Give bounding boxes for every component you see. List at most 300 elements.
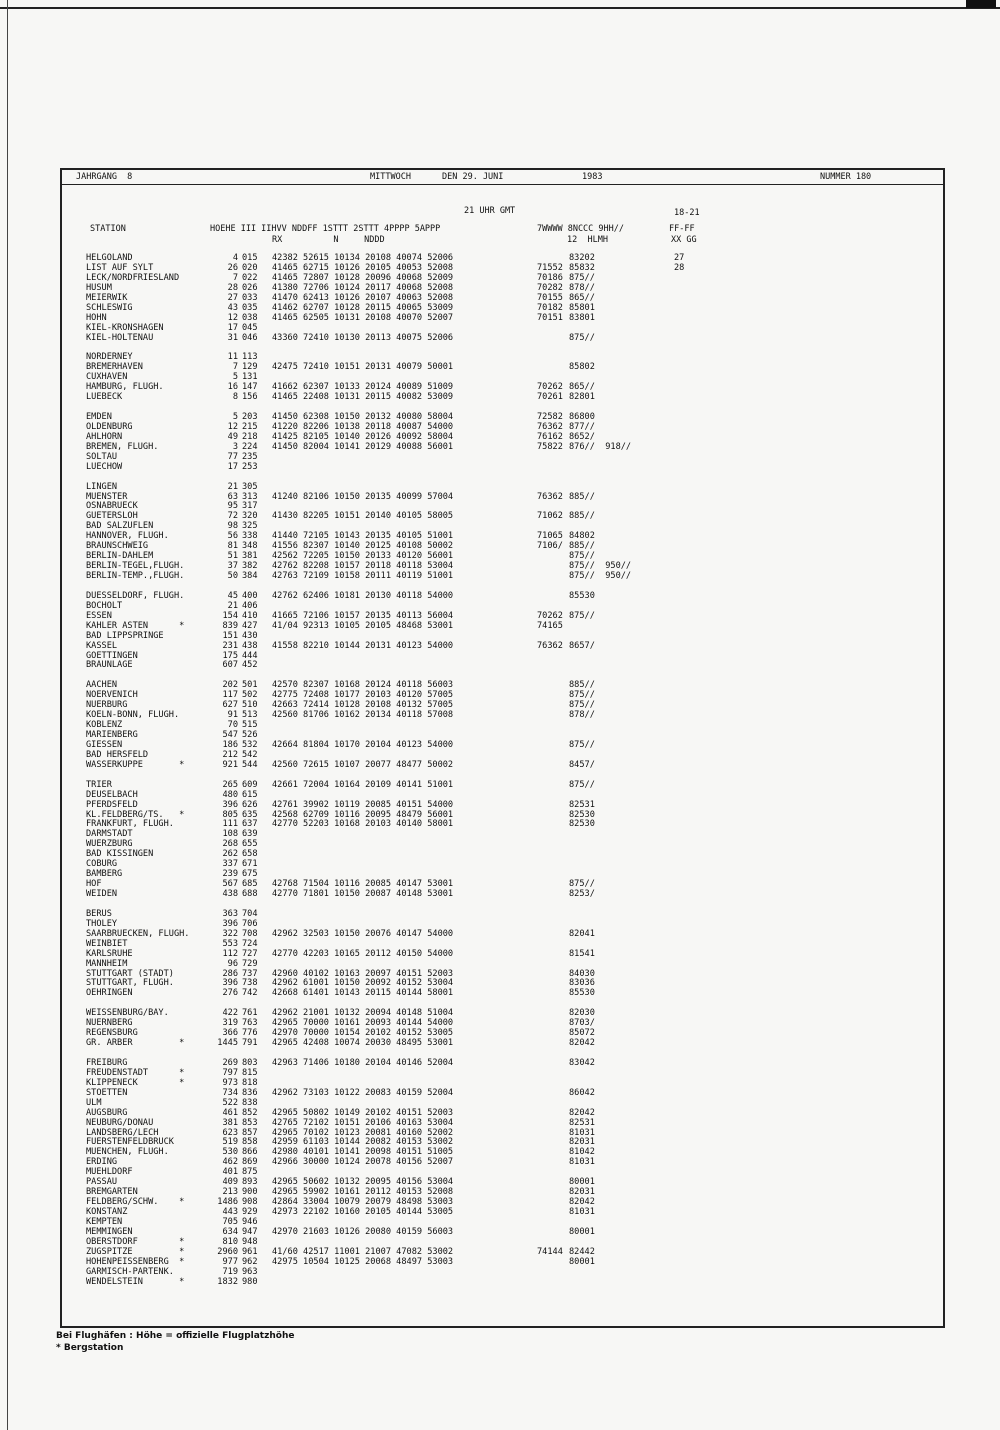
station-height: 623 — [222, 1127, 238, 1138]
station-height: 522 — [222, 1097, 238, 1108]
station-name: DARMSTADT — [86, 829, 133, 840]
station-height: 11 — [227, 352, 238, 363]
station-name: SAARBRUECKEN, FLUGH. — [86, 928, 190, 939]
station-row — [62, 433, 943, 443]
cloud-group: 8703/ — [569, 1018, 595, 1029]
scan-edge-left — [7, 0, 8, 1430]
station-height: 3 — [232, 441, 238, 452]
station-height: 381 — [222, 1117, 238, 1128]
synop-groups: 41/04 92313 10105 20105 48468 53001 — [272, 620, 454, 631]
codes-subheading: RX N NDDD — [272, 235, 385, 245]
station-index: 866 — [242, 1147, 258, 1158]
cloud-group: 878// — [569, 710, 595, 721]
synop-groups: 43360 72410 10130 20113 40075 52006 — [272, 332, 454, 343]
synop-groups: 42775 72408 10177 20103 40120 57005 — [272, 690, 454, 701]
station-name: STOETTEN — [86, 1087, 128, 1098]
station-index: 215 — [242, 421, 258, 432]
station-index: 869 — [242, 1157, 258, 1168]
cloud-group: 81031 — [569, 1127, 595, 1138]
synop-groups: 42562 72205 10150 20133 40120 56001 — [272, 551, 454, 562]
cloud-group: 86800 — [569, 412, 595, 422]
station-row — [62, 811, 943, 821]
station-height: 438 — [222, 889, 238, 899]
station-index: 382 — [242, 561, 258, 572]
group-spacer — [62, 671, 943, 681]
station-index: 727 — [242, 948, 258, 959]
station-index: 320 — [242, 511, 258, 522]
station-name: WEIDEN — [86, 889, 118, 899]
station-index: 836 — [242, 1087, 258, 1098]
station-row — [62, 284, 943, 294]
cloud-group: 875// — [569, 610, 595, 621]
station-name: CUXHAVEN — [86, 372, 128, 383]
synop-groups: 42963 71406 10180 20104 40146 52004 — [272, 1057, 454, 1068]
station-height: 319 — [222, 1018, 238, 1029]
station-height: 547 — [222, 730, 238, 740]
synop-groups: 42973 22102 10160 20105 40144 53005 — [272, 1207, 454, 1217]
station-height: 422 — [222, 1008, 238, 1019]
station-row — [62, 294, 943, 304]
weather-group: 70261 — [537, 392, 563, 403]
station-name: FREIBURG — [86, 1057, 128, 1068]
weather-group: 74165 — [537, 620, 563, 631]
weather-group: 76362 — [537, 491, 563, 502]
station-row — [62, 562, 943, 572]
station-height: 839 — [222, 620, 238, 631]
station-name: PASSAU — [86, 1177, 118, 1188]
station-index: 675 — [242, 869, 258, 880]
station-index: 626 — [242, 799, 258, 810]
station-height: 268 — [222, 839, 238, 850]
synop-groups: 41440 72105 10143 20135 40105 51001 — [272, 531, 454, 542]
station-height: 461 — [222, 1107, 238, 1118]
cloud-group: 84030 — [569, 968, 595, 979]
cloud-group: 878// — [569, 282, 595, 293]
synop-groups: 42664 81804 10170 20104 40123 54000 — [272, 739, 454, 750]
station-row — [62, 701, 943, 711]
station-name: BERLIN-TEMP.,FLUGH. — [86, 571, 185, 581]
cloud-group: 82031 — [569, 1187, 595, 1198]
station-name: NUERNBERG — [86, 1018, 133, 1029]
station-index: 113 — [242, 352, 258, 363]
station-row — [62, 1029, 943, 1039]
station-row — [62, 960, 943, 970]
station-name: THOLEY — [86, 918, 118, 929]
station-row — [62, 334, 943, 344]
footnote-airports: Bei Flughäfen : Höhe = offizielle Flugplatzhöhe — [56, 1331, 295, 1341]
station-name: MARIENBERG — [86, 730, 138, 740]
station-row — [62, 1138, 943, 1148]
station-name: BREMERHAVEN — [86, 362, 143, 373]
synop-groups: 41558 82210 10144 20131 40123 54000 — [272, 640, 454, 651]
synop-groups: 41470 62413 10126 20107 40063 52008 — [272, 292, 454, 303]
synop-groups: 42965 59902 10161 20112 40153 52008 — [272, 1187, 454, 1198]
station-index: 818 — [242, 1077, 258, 1088]
weather-group: 70262 — [537, 382, 563, 393]
cloud-group: 82031 — [569, 1137, 595, 1148]
station-name: HAMBURG, FLUGH. — [86, 382, 164, 393]
wcodes-heading: 7WWWW 8NCCC 9HH// — [537, 224, 624, 234]
station-index: 501 — [242, 680, 258, 691]
time-range-heading: 18-21 — [674, 208, 700, 218]
synop-groups: 41/60 42517 11001 21007 47082 53002 — [272, 1246, 454, 1257]
station-row — [62, 254, 943, 264]
station-height: 366 — [222, 1028, 238, 1039]
station-row — [62, 264, 943, 274]
station-height: 212 — [222, 749, 238, 760]
cloud-group: 80001 — [569, 1256, 595, 1267]
station-height: 5 — [232, 412, 238, 422]
cloud-group: 865// — [569, 292, 595, 303]
station-index: 875 — [242, 1167, 258, 1178]
station-name: HOHENPEISSENBERG * — [86, 1256, 185, 1267]
time-heading: 21 UHR GMT — [464, 206, 516, 216]
station-height: 43 — [227, 302, 238, 313]
synop-groups: 41465 22408 10131 20115 40082 53009 — [272, 392, 454, 403]
station-index: 131 — [242, 372, 258, 383]
station-index: 635 — [242, 809, 258, 820]
station-name: MUEHLDORF — [86, 1167, 133, 1178]
station-height: 396 — [222, 918, 238, 929]
synop-groups: 42560 72615 10107 20077 48477 50002 — [272, 759, 454, 770]
station-row — [62, 1009, 943, 1019]
station-row — [62, 274, 943, 284]
scan-corner-mark — [966, 0, 996, 8]
station-name: COBURG — [86, 859, 118, 870]
synop-groups: 42962 21001 10132 20094 40148 51004 — [272, 1008, 454, 1019]
station-row — [62, 920, 943, 930]
station-name: BERLIN-DAHLEM — [86, 551, 154, 562]
synop-groups: 41465 62505 10131 20108 40070 52007 — [272, 312, 454, 323]
station-row — [62, 363, 943, 373]
synop-groups: 42965 70000 10161 20093 40144 54000 — [272, 1018, 454, 1029]
station-index: 022 — [242, 272, 258, 283]
station-name: MEMMINGEN — [86, 1226, 133, 1237]
station-row — [62, 493, 943, 503]
synop-groups: 41240 82106 10150 20135 40099 57004 — [272, 491, 454, 502]
synop-groups: 42962 61001 10150 20092 40152 53004 — [272, 978, 454, 989]
station-name: KIEL-KRONSHAGEN — [86, 322, 164, 333]
station-name: MEIERWIK — [86, 292, 128, 303]
cloud-group: 82042 — [569, 1038, 595, 1049]
station-index: 853 — [242, 1117, 258, 1128]
station-index: 858 — [242, 1137, 258, 1148]
station-row — [62, 880, 943, 890]
station-index: 980 — [242, 1276, 258, 1287]
station-height: 72 — [227, 511, 238, 522]
station-name: REGENSBURG — [86, 1028, 138, 1039]
station-height: 45 — [227, 590, 238, 601]
scan-edge-top — [0, 7, 1000, 9]
station-row — [62, 1238, 943, 1248]
station-height: 202 — [222, 680, 238, 691]
station-name: NOERVENICH — [86, 690, 138, 701]
station-index: 929 — [242, 1207, 258, 1217]
station-height: 396 — [222, 978, 238, 989]
station-name: FRANKFURT, FLUGH. — [86, 819, 174, 830]
station-row — [62, 512, 943, 522]
station-row — [62, 1099, 943, 1109]
station-name: SOLTAU — [86, 451, 118, 462]
station-name: LANDSBERG/LECH — [86, 1127, 159, 1138]
station-row — [62, 552, 943, 562]
station-index: 761 — [242, 1008, 258, 1019]
station-row — [62, 532, 943, 542]
station-row — [62, 373, 943, 383]
station-index: 532 — [242, 739, 258, 750]
station-name: BERUS — [86, 908, 112, 919]
station-heading: STATION — [90, 224, 126, 234]
station-height: 49 — [227, 431, 238, 442]
station-height: 269 — [222, 1057, 238, 1068]
station-name: HANNOVER, FLUGH. — [86, 531, 169, 542]
station-row — [62, 1258, 943, 1268]
weather-group: 70151 — [537, 312, 563, 323]
station-height: 443 — [222, 1207, 238, 1217]
station-height: 151 — [222, 630, 238, 641]
cloud-group: 875// — [569, 779, 595, 790]
station-height: 21 — [227, 600, 238, 611]
station-height: 31 — [227, 332, 238, 343]
station-index: 900 — [242, 1187, 258, 1198]
station-height: 112 — [222, 948, 238, 959]
station-height: 276 — [222, 988, 238, 999]
station-name: KIEL-HOLTENAU — [86, 332, 154, 343]
group-spacer — [62, 403, 943, 413]
station-index: 510 — [242, 700, 258, 711]
station-row — [62, 1019, 943, 1029]
station-height: 797 — [222, 1067, 238, 1078]
station-name: TRIER — [86, 779, 112, 790]
weather-group: 76362 — [537, 421, 563, 432]
synop-groups: 42980 40101 10141 20098 40151 51005 — [272, 1147, 454, 1158]
synop-groups: 41380 72706 10124 20117 40068 52008 — [272, 282, 454, 293]
group-spacer — [62, 473, 943, 483]
station-index: 688 — [242, 889, 258, 899]
station-index: 544 — [242, 759, 258, 770]
station-row — [62, 830, 943, 840]
station-row — [62, 1158, 943, 1168]
station-height: 705 — [222, 1216, 238, 1227]
station-name: KASSEL — [86, 640, 118, 651]
station-height: 1832 — [217, 1276, 238, 1287]
synop-groups: 41220 82206 10138 20118 40087 54000 — [272, 421, 454, 432]
synop-groups: 42975 10504 10125 20068 48497 53003 — [272, 1256, 454, 1267]
station-height: 7 — [232, 362, 238, 373]
station-name: MUENCHEN, FLUGH. — [86, 1147, 169, 1158]
cloud-group: 82530 — [569, 819, 595, 830]
station-row — [62, 652, 943, 662]
station-height: 396 — [222, 799, 238, 810]
station-index: 742 — [242, 988, 258, 999]
station-index: 838 — [242, 1097, 258, 1108]
station-height: 91 — [227, 710, 238, 721]
station-index: 908 — [242, 1197, 258, 1208]
station-row — [62, 483, 943, 493]
station-name: PFERDSFELD — [86, 799, 138, 810]
station-index: 763 — [242, 1018, 258, 1029]
cloud-group: 85801 — [569, 302, 595, 313]
station-name: BAD LIPPSPRINGE — [86, 630, 164, 641]
station-index: 438 — [242, 640, 258, 651]
station-height: 265 — [222, 779, 238, 790]
station-name: KOBLENZ — [86, 720, 123, 731]
station-index: 947 — [242, 1226, 258, 1237]
weather-group: 74144 — [537, 1246, 563, 1257]
station-height: 12 — [227, 312, 238, 323]
station-index: 147 — [242, 382, 258, 393]
station-name: WEINBIET — [86, 938, 128, 949]
station-name: LUEBECK — [86, 392, 123, 403]
station-index: 384 — [242, 571, 258, 581]
synop-groups: 42962 73103 10122 20083 40159 52004 — [272, 1087, 454, 1098]
station-height: 175 — [222, 650, 238, 661]
station-index: 637 — [242, 819, 258, 830]
cloud-group: 875// — [569, 551, 595, 562]
station-index: 427 — [242, 620, 258, 631]
station-index: 038 — [242, 312, 258, 323]
station-height: 28 — [227, 282, 238, 293]
station-index: 325 — [242, 521, 258, 532]
station-index: 963 — [242, 1266, 258, 1277]
synop-groups: 41450 82004 10141 20129 40088 56001 — [272, 441, 454, 452]
group-spacer — [62, 582, 943, 592]
cloud-group: 82442 — [569, 1246, 595, 1257]
station-row — [62, 870, 943, 880]
station-index: 348 — [242, 541, 258, 552]
station-name: HOF — [86, 879, 102, 890]
station-index: 852 — [242, 1107, 258, 1118]
station-height: 77 — [227, 451, 238, 462]
group-spacer — [62, 999, 943, 1009]
station-name: SCHLESWIG — [86, 302, 133, 313]
weather-group: 71552 — [537, 262, 563, 273]
station-row — [62, 711, 943, 721]
synop-groups: 42762 82208 10157 20118 40118 53004 — [272, 561, 454, 572]
station-height: 409 — [222, 1177, 238, 1188]
station-height: 322 — [222, 928, 238, 939]
cloud-group: 83042 — [569, 1057, 595, 1068]
station-name: BERLIN-TEGEL,FLUGH. — [86, 561, 185, 572]
cloud-group: 83202 — [569, 253, 595, 263]
ff-subheading: XX GG — [671, 235, 697, 245]
cloud-group: 80001 — [569, 1177, 595, 1188]
station-row — [62, 910, 943, 920]
station-name: AACHEN — [86, 680, 118, 691]
synop-groups: 42761 39902 10119 20085 40151 54000 — [272, 799, 454, 810]
station-name: MANNHEIM — [86, 958, 128, 969]
synop-groups: 42661 72004 10164 20109 40141 51001 — [272, 779, 454, 790]
station-height: 231 — [222, 640, 238, 651]
group-spacer — [62, 1049, 943, 1059]
station-index: 410 — [242, 610, 258, 621]
cloud-group: 875// — [569, 332, 595, 343]
station-height: 462 — [222, 1157, 238, 1168]
station-index: 313 — [242, 491, 258, 502]
station-height: 401 — [222, 1167, 238, 1178]
weather-group: 75822 — [537, 441, 563, 452]
cloud-group: 875// — [569, 690, 595, 701]
station-row — [62, 453, 943, 463]
station-index: 706 — [242, 918, 258, 929]
station-index: 046 — [242, 332, 258, 343]
station-height: 553 — [222, 938, 238, 949]
station-name: STUTTGART, FLUGH. — [86, 978, 174, 989]
station-row — [62, 751, 943, 761]
synop-groups: 42382 52615 10134 20108 40074 52006 — [272, 253, 454, 263]
station-height: 567 — [222, 879, 238, 890]
ff-heading: FF-FF — [669, 224, 695, 234]
station-name: AHLHORN — [86, 431, 123, 442]
synop-groups: 41665 72106 10157 20135 40113 56004 — [272, 610, 454, 621]
station-name: BAD HERSFELD — [86, 749, 149, 760]
synop-groups: 42770 71801 10150 20087 40148 53001 — [272, 889, 454, 899]
station-name: NORDERNEY — [86, 352, 133, 363]
station-index: 026 — [242, 282, 258, 293]
station-row — [62, 741, 943, 751]
synop-groups: 42560 81706 10162 20134 40118 57008 — [272, 710, 454, 721]
station-index: 224 — [242, 441, 258, 452]
station-index: 893 — [242, 1177, 258, 1188]
station-row — [62, 1129, 943, 1139]
cloud-group: 85072 — [569, 1028, 595, 1039]
station-index: 338 — [242, 531, 258, 542]
station-index: 609 — [242, 779, 258, 790]
weather-group: 70182 — [537, 302, 563, 313]
station-index: 253 — [242, 461, 258, 472]
station-index: 430 — [242, 630, 258, 641]
station-row — [62, 413, 943, 423]
station-row — [62, 731, 943, 741]
station-row — [62, 930, 943, 940]
synop-groups: 41556 82307 10140 20125 40108 50002 — [272, 541, 454, 552]
station-row — [62, 1059, 943, 1069]
synop-groups: 42960 40102 10163 20097 40151 52003 — [272, 968, 454, 979]
station-index: 502 — [242, 690, 258, 701]
cloud-group: 85530 — [569, 988, 595, 999]
station-index: 444 — [242, 650, 258, 661]
synop-groups: 41430 82205 10151 20140 40105 58005 — [272, 511, 454, 522]
station-index: 685 — [242, 879, 258, 890]
station-height: 117 — [222, 690, 238, 701]
station-row — [62, 304, 943, 314]
station-name: KL.FELDBERG/TS. * — [86, 809, 185, 820]
cloud-group: 82042 — [569, 1107, 595, 1118]
station-height: 26 — [227, 262, 238, 273]
synop-groups: 41465 62715 10126 20105 40053 52008 — [272, 262, 454, 273]
synop-groups: 42668 61401 10143 20115 40144 58001 — [272, 988, 454, 999]
date: DEN 29. JUNI — [442, 172, 504, 182]
cloud-group: 885// — [569, 541, 595, 552]
station-height: 7 — [232, 272, 238, 283]
weather-group: 71065 — [537, 531, 563, 542]
station-name: FREUDENSTADT * — [86, 1067, 185, 1078]
station-row — [62, 1148, 943, 1158]
station-index: 655 — [242, 839, 258, 850]
station-name: OEHRINGEN — [86, 988, 133, 999]
wcodes-subheading: 12 HLMH — [567, 235, 608, 245]
weather-group: 70282 — [537, 282, 563, 293]
cloud-group: 84802 — [569, 531, 595, 542]
station-name: WENDELSTEIN * — [86, 1276, 185, 1287]
station-name: NEUBURG/DONAU — [86, 1117, 154, 1128]
station-height: 70 — [227, 720, 238, 731]
station-name: STUTTGART (STADT) — [86, 968, 174, 979]
station-height: 921 — [222, 759, 238, 770]
cloud-group: 86042 — [569, 1087, 595, 1098]
station-index: 452 — [242, 660, 258, 671]
weather-group: 7106/ — [537, 541, 563, 552]
